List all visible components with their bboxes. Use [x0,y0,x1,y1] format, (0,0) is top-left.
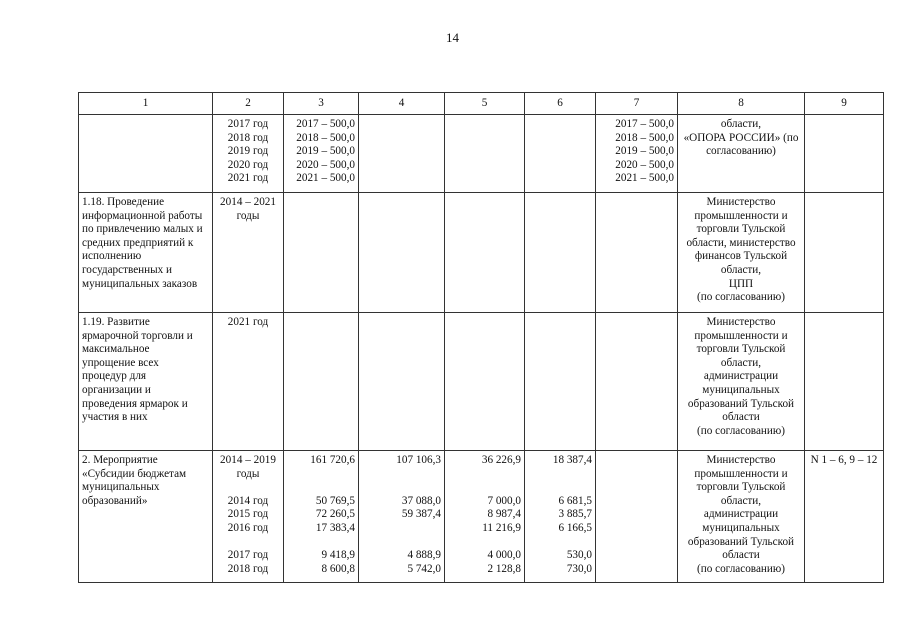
local-budget-cell [525,115,596,193]
cell-line: участия в них [82,411,148,424]
cell-line: области [722,549,760,562]
cell-line: администрации [703,508,779,521]
program-table [78,92,884,583]
executor-cell [678,451,805,583]
cell-line: 107 106,3 [396,454,441,466]
cell-line [287,536,355,550]
cell-line: 59 387,4 [401,508,441,521]
cell-line: (по согласованию) [697,291,785,304]
cell-line: годы [236,467,260,480]
cell-line: 6 681,5 [558,494,592,507]
column-header: 9 [805,93,884,115]
table-row [79,115,884,193]
cell-line: 37 088,0 [401,494,441,507]
cell-line: области, [720,263,762,276]
cell-line: промышленности и [694,209,788,222]
activity-name-cell [79,115,213,193]
cell-line: 4 000,0 [487,549,521,562]
indicator-cell [805,193,884,313]
cell-line: 11 216,9 [482,521,521,534]
cell-line: (по согласованию) [697,562,785,575]
cell-line: 2 128,8 [487,562,521,575]
cell-line: согласованию) [706,145,776,158]
column-header: 3 [284,93,359,115]
cell-line: 5 742,0 [407,562,441,575]
cell-line: Министерство [706,196,776,208]
cell-line [528,468,592,482]
cell-line: 2020 год [227,158,269,171]
total-amount-cell [284,313,359,451]
cell-line: организации и [82,383,151,396]
cell-line: «Субсидии бюджетам [82,467,187,480]
cell-line: 2017 – 500,0 [615,118,674,130]
cell-line: ЦПП [728,277,754,290]
cell-line: 36 226,9 [481,454,521,466]
cell-line: 161 720,6 [310,454,355,466]
cell-line: 2021 – 500,0 [615,172,674,185]
cell-line: 2016 год [227,521,269,534]
column-header: 7 [596,93,678,115]
cell-line: 2017 год [227,549,269,562]
cell-line: государственных и [82,263,173,276]
table-row [79,313,884,451]
cell-line: торговли Тульской [696,223,786,236]
column-header: 5 [445,93,525,115]
cell-line: образований» [82,494,148,507]
cell-line [448,481,521,495]
regional-budget-cell [445,313,525,451]
cell-line: 2021 год [227,172,269,185]
cell-line: средних предприятий к [82,236,194,249]
cell-line [216,536,280,550]
period-cell [213,193,284,313]
cell-line: 1.18. Проведение [82,196,165,208]
cell-line: 2018 – 500,0 [296,131,355,144]
cell-line: области, министерство [686,236,796,249]
column-header: 6 [525,93,596,115]
cell-line [528,536,592,550]
cell-line: Министерство [706,454,776,466]
cell-line: администрации [703,370,779,383]
cell-line: 8 600,8 [321,562,355,575]
cell-line: 2019 год [227,145,269,158]
cell-line: муниципальных [702,383,780,396]
activity-name-cell [79,193,213,313]
local-budget-cell [525,193,596,313]
cell-line: финансов Тульской [694,250,788,263]
cell-line: 2017 – 500,0 [296,118,355,130]
cell-line: 530,0 [566,549,592,562]
cell-line: информационной работы [82,209,203,222]
local-budget-cell [525,451,596,583]
cell-line: 7 000,0 [487,494,521,507]
column-header: 8 [678,93,805,115]
period-cell [213,313,284,451]
other-sources-cell [596,193,678,313]
cell-line: муниципальных заказов [82,277,198,290]
cell-line: годы [236,209,260,222]
cell-line: процедур для [82,370,147,383]
federal-budget-cell [359,115,445,193]
cell-line [287,481,355,495]
cell-line: 2021 – 500,0 [296,172,355,185]
activity-name-cell [79,313,213,451]
cell-line [362,536,441,550]
cell-line: 50 769,5 [315,494,355,507]
cell-line: 6 166,5 [558,521,592,534]
indicator-cell [805,115,884,193]
cell-line: 2015 год [227,508,269,521]
cell-line [362,481,441,495]
cell-line: промышленности и [694,467,788,480]
cell-line: 2014 – 2019 [220,454,276,466]
cell-line: «ОПОРА РОССИИ» (по [683,131,799,144]
cell-line: 2019 – 500,0 [615,145,674,158]
cell-line: 18 387,4 [552,454,592,466]
cell-line: области, [720,118,762,130]
cell-line: 2014 – 2021 [220,196,276,208]
regional-budget-cell [445,115,525,193]
cell-line: ярмарочной торговли и [82,329,193,342]
cell-line [216,481,280,495]
cell-line: 3 885,7 [558,508,592,521]
cell-line [362,468,441,482]
total-amount-cell [284,115,359,193]
cell-line: 2018 год [227,131,269,144]
cell-line: торговли Тульской [696,481,786,494]
period-cell [213,115,284,193]
column-header: 4 [359,93,445,115]
cell-line: упрощение всех [82,356,159,369]
regional-budget-cell [445,193,525,313]
cell-line [528,481,592,495]
cell-line: максимальное [82,343,150,356]
cell-line: (по согласованию) [697,424,785,437]
cell-line: 72 260,5 [315,508,355,521]
cell-line: 2019 – 500,0 [296,145,355,158]
executor-cell [678,313,805,451]
executor-cell [678,115,805,193]
cell-line: муниципальных [82,481,160,494]
table-row [79,451,884,583]
regional-budget-cell [445,451,525,583]
cell-line: 2018 год [227,562,269,575]
cell-line: промышленности и [694,329,788,342]
cell-line: 17 383,4 [315,521,355,534]
cell-line: области, [720,494,762,507]
cell-line: 2014 год [227,494,269,507]
cell-line: N 1 – 6, 9 – 12 [810,454,878,466]
cell-line: образований Тульской [687,535,795,548]
cell-line [362,522,441,536]
cell-line: 2020 – 500,0 [615,158,674,171]
cell-line: торговли Тульской [696,343,786,356]
header-row [79,93,884,115]
cell-line: 2021 год [227,316,269,328]
table-row [79,193,884,313]
cell-line: муниципальных [702,521,780,534]
other-sources-cell [596,451,678,583]
federal-budget-cell [359,451,445,583]
cell-line: исполнению [82,250,142,263]
local-budget-cell [525,313,596,451]
column-header: 1 [79,93,213,115]
cell-line [448,536,521,550]
cell-line: 2. Мероприятие [82,454,158,466]
cell-line: Министерство [706,316,776,328]
cell-line: 2020 – 500,0 [296,158,355,171]
cell-line: области [722,411,760,424]
other-sources-cell [596,313,678,451]
cell-line: по привлечению малых и [82,223,203,236]
cell-line: области, [720,356,762,369]
total-amount-cell [284,451,359,583]
cell-line: 8 987,4 [487,508,521,521]
cell-line: 1.19. Развитие [82,316,150,328]
cell-line: 9 418,9 [321,549,355,562]
cell-line: 2018 – 500,0 [615,131,674,144]
period-cell [213,451,284,583]
federal-budget-cell [359,313,445,451]
cell-line: образований Тульской [687,397,795,410]
cell-line: 2017 год [227,118,269,130]
indicator-cell [805,451,884,583]
executor-cell [678,193,805,313]
cell-line [448,468,521,482]
total-amount-cell [284,193,359,313]
federal-budget-cell [359,193,445,313]
indicator-cell [805,313,884,451]
cell-line [287,468,355,482]
cell-line: проведения ярмарок и [82,397,188,410]
cell-line: 4 888,9 [407,549,441,562]
page-number: 14 [446,30,459,45]
column-header: 2 [213,93,284,115]
other-sources-cell [596,115,678,193]
cell-line: 730,0 [566,562,592,575]
activity-name-cell [79,451,213,583]
